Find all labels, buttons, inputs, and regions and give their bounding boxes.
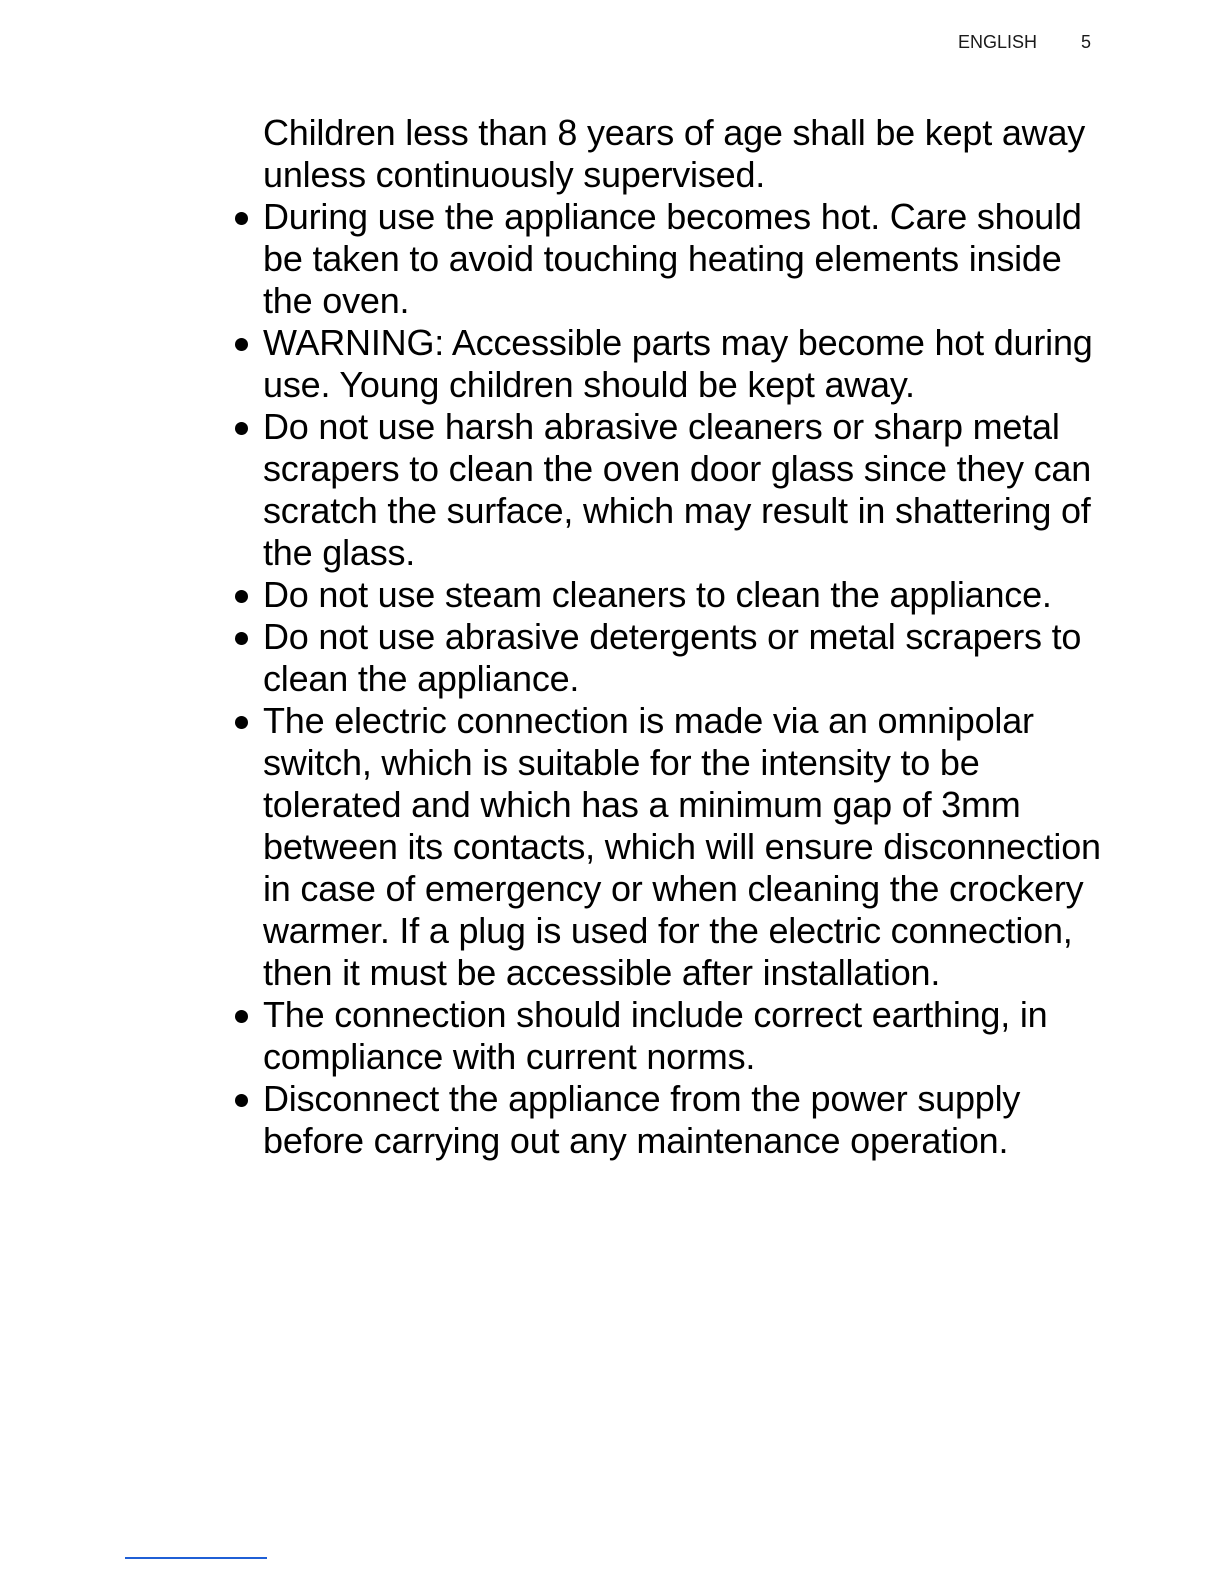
header-section-label: ENGLISH (958, 32, 1038, 52)
bullet-icon (235, 590, 248, 603)
list-item-text: The electric connection is made via an omnipolar switch, which is suitable for the intensity to be tolerated and which has a minimum gap of 3mm between its contacts, which will ensure disconnection in case of emergency or when cleaning the crockery warmer. If a plug is used for the electric connection, then it must be accessible after installation. (263, 700, 1101, 993)
list-item (230, 574, 1110, 616)
list-item-text: Do not use steam cleaners to clean the appliance. (263, 574, 1052, 615)
bullet-icon (235, 212, 248, 225)
bullet-icon (235, 716, 248, 729)
list-item (230, 1078, 1110, 1162)
bullet-icon (235, 632, 248, 645)
list-item (230, 322, 1110, 406)
list-item (230, 616, 1110, 700)
list-item (230, 196, 1110, 322)
list-item-text: Disconnect the appliance from the power supply before carrying out any maintenance operation. (263, 1078, 1021, 1161)
list-item-text: During use the appliance becomes hot. Care should be taken to avoid touching heating elements inside the oven. (263, 196, 1082, 321)
bullet-icon (235, 1010, 248, 1023)
safety-instructions-content (230, 112, 1110, 1162)
continuation-paragraph: Children less than 8 years of age shall be kept away unless continuously supervised. (263, 112, 1086, 195)
list-item (230, 700, 1110, 994)
list-item-text: Do not use abrasive detergents or metal scrapers to clean the appliance. (263, 616, 1082, 699)
list-item-text: Do not use harsh abrasive cleaners or sharp metal scrapers to clean the oven door glass since they can scratch the surface, which may result in shattering of the glass. (263, 406, 1092, 573)
bullet-list (230, 196, 1110, 1162)
bullet-icon (235, 422, 248, 435)
bullet-icon (235, 338, 248, 351)
list-item (230, 406, 1110, 574)
list-item (230, 994, 1110, 1078)
list-item-text: WARNING: Accessible parts may become hot during use. Young children should be kept away. (263, 322, 1093, 405)
footnote-divider (125, 1557, 267, 1559)
list-item-text: The connection should include correct earthing, in compliance with current norms. (263, 994, 1048, 1077)
page-number: 5 (1081, 32, 1092, 52)
page-header (958, 31, 1098, 53)
bullet-icon (235, 1094, 248, 1107)
